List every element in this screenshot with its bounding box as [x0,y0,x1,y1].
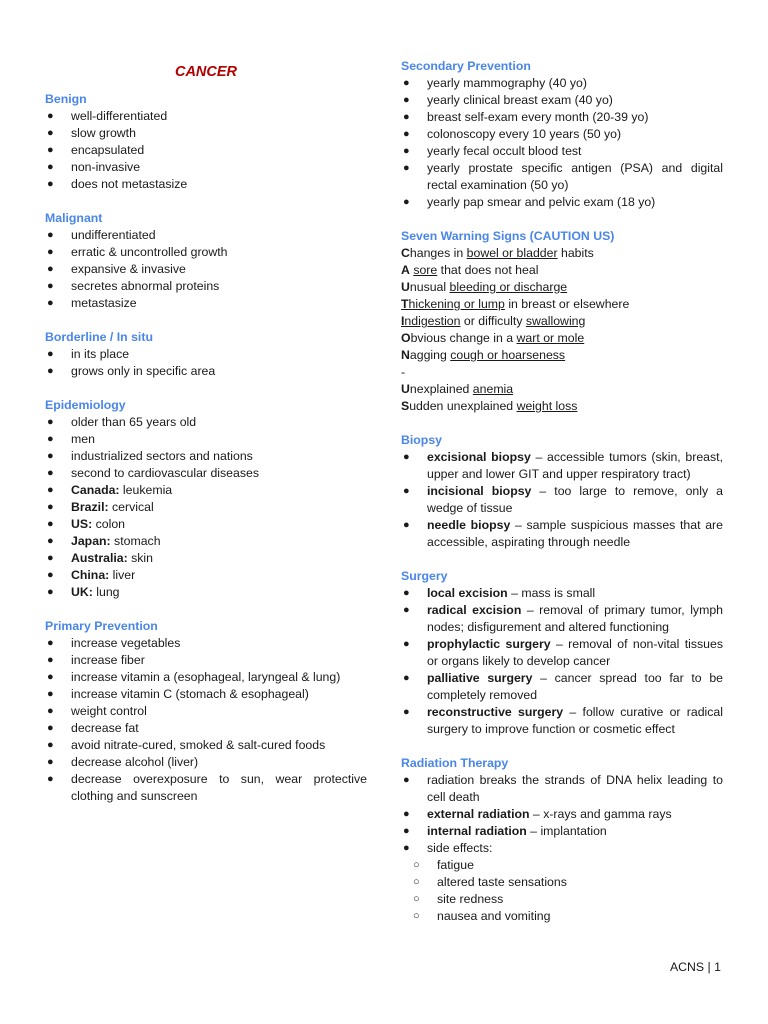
bullet-icon: ● [47,450,54,462]
list-item: ● increase vitamin a (esophageal, laryngeal & lung) [47,670,341,684]
list-item: ● men [47,432,95,446]
list-item: ● secretes abnormal proteins [47,279,220,293]
list-item: ● UK: lung [47,585,120,599]
heading-biopsy: Biopsy [401,433,442,447]
bullet-icon: ● [47,178,54,190]
page-title: CANCER [174,64,238,80]
list-item: ● decrease alcohol (liver) [47,755,199,769]
circle-bullet-icon: ○ [413,859,420,871]
circle-bullet-icon: ○ [413,876,420,888]
circle-bullet-icon: ○ [413,893,420,905]
list-item: ● increase vitamin C (stomach & esophageal) [47,687,309,701]
bullet-icon: ● [47,705,54,717]
bullet-icon: ● [403,162,410,174]
section-primary-prevention [45,618,367,805]
bullet-icon: ● [47,722,54,734]
warning-sign-line: Thickening or lump in breast or elsewhere [401,297,630,311]
list-item: ● grows only in specific area [47,364,216,378]
section-malignant [45,210,367,312]
heading-radiation: Radiation Therapy [401,756,509,770]
list-item: ● encapsulated [47,143,145,157]
heading-secondary-prevention: Secondary Prevention [401,59,531,73]
warning-sign-dash: - [401,365,406,379]
warning-sign-line: Changes in bowel or bladder habits [401,246,594,260]
list-item: ● incisional biopsy – too large to remove, only a wedge of tissue [403,484,724,515]
list-item: ● side effects: [403,841,493,855]
list-item: ● increase vegetables [47,636,181,650]
bullet-icon: ● [403,145,410,157]
bullet-icon: ● [403,94,410,106]
list-item: ● decrease overexposure to sun, wear protective clothing and sunscreen [47,772,367,803]
list-item: ● radiation breaks the strands of DNA helix leading to cell death [403,773,723,804]
list-item: ● external radiation – x-rays and gamma rays [403,807,672,821]
bullet-icon: ● [47,535,54,547]
right-column [401,58,723,942]
list-primary-prevention [45,635,367,805]
bullet-icon: ● [47,144,54,156]
heading-warning-signs: Seven Warning Signs (CAUTION US) [401,229,615,243]
bullet-icon: ● [47,110,54,122]
bullet-icon: ● [403,672,410,684]
bullet-icon: ● [47,263,54,275]
bullet-icon: ● [403,638,410,650]
heading-primary-prevention: Primary Prevention [45,619,158,633]
bullet-icon: ● [47,773,54,785]
list-item: ● increase fiber [47,653,145,667]
bullet-icon: ● [403,587,410,599]
list-item: ● well-differentiated [47,109,168,123]
list-item: ● non-invasive [47,160,141,174]
list-item: ● industrialized sectors and nations [47,449,253,463]
list-item: ● yearly prostate specific antigen (PSA) and digital rectal examination (50 yo) [403,161,723,192]
warning-sign-line: A sore that does not heal [401,263,539,277]
page-footer: ACNS | 1 [669,960,721,974]
list-item: ● second to cardiovascular diseases [47,466,259,480]
bullet-icon: ● [47,756,54,768]
bullet-icon: ● [403,825,410,837]
warning-sign-line: Indigestion or difficulty swallowing [401,314,586,328]
list-item: ● US: colon [47,517,126,531]
list-item: ● colonoscopy every 10 years (50 yo) [403,127,622,141]
bullet-icon: ● [47,501,54,513]
sub-list-item: ○ altered taste sensations [413,875,567,889]
section-benign [45,91,367,193]
bullet-icon: ● [403,774,410,786]
section-warning-signs [401,228,723,415]
bullet-icon: ● [403,196,410,208]
bullet-icon: ● [403,808,410,820]
bullet-icon: ● [47,586,54,598]
list-item: ● reconstructive surgery – follow curative or radical surgery to improve function or cosmetic effect [403,705,723,736]
bullet-icon: ● [47,739,54,751]
bullet-icon: ● [47,637,54,649]
list-item: ● prophylactic surgery – removal of non-vital tissues or organs likely to develop cancer [403,637,723,668]
bullet-icon: ● [47,433,54,445]
list-item: ● yearly pap smear and pelvic exam (18 yo) [403,195,656,209]
list-item: ● local excision – mass is small [403,586,596,600]
list-item: ● needle biopsy – sample suspicious masses that are accessible, aspirating through needle [403,518,723,549]
list-item: ● internal radiation – implantation [403,824,607,838]
bullet-icon: ● [403,451,410,463]
list-item: ● does not metastasize [47,177,188,191]
list-radiation [401,772,723,925]
section-radiation [401,755,723,925]
bullet-icon: ● [403,706,410,718]
bullet-icon: ● [47,569,54,581]
list-item: ● China: liver [47,568,136,582]
bullet-icon: ● [47,671,54,683]
list-item: ● erratic & uncontrolled growth [47,245,228,259]
bullet-icon: ● [403,519,410,531]
left-column [45,58,367,822]
list-surgery [401,585,723,738]
list-item: ● excisional biopsy – accessible tumors (skin, breast, upper and lower GIT and upper respiratory tract) [403,450,723,481]
bullet-icon: ● [47,688,54,700]
bullet-icon: ● [403,485,410,497]
list-item: ● decrease fat [47,721,139,735]
list-item: ● avoid nitrate-cured, smoked & salt-cured foods [47,738,326,752]
heading-epidemiology: Epidemiology [45,398,126,412]
section-epidemiology [45,397,367,601]
bullet-icon: ● [47,127,54,139]
bullet-icon: ● [47,654,54,666]
list-item: ● in its place [47,347,130,361]
sub-list-item: ○ nausea and vomiting [413,909,551,923]
list-biopsy [401,449,723,551]
bullet-icon: ● [403,111,410,123]
list-item: ● palliative surgery – cancer spread too far to be completely removed [403,671,724,702]
bullet-icon: ● [47,467,54,479]
list-item: ● yearly fecal occult blood test [403,144,582,158]
heading-borderline: Borderline / In situ [45,330,153,344]
sub-list-item: ○ site redness [413,892,504,906]
section-secondary-prevention [401,58,723,211]
list-item: ● Brazil: cervical [47,500,154,514]
circle-bullet-icon: ○ [413,910,420,922]
bullet-icon: ● [403,604,410,616]
heading-benign: Benign [45,92,87,106]
bullet-icon: ● [403,77,410,89]
bullet-icon: ● [47,365,54,377]
bullet-icon: ● [403,842,410,854]
list-item: ● radical excision – removal of primary tumor, lymph nodes; disfigurement and altered functioning [403,603,723,634]
list-borderline [45,346,367,380]
list-benign [45,108,367,193]
bullet-icon: ● [47,229,54,241]
bullet-icon: ● [47,416,54,428]
bullet-icon: ● [403,128,410,140]
list-item: ● slow growth [47,126,136,140]
bullet-icon: ● [47,518,54,530]
list-item: ● metastasize [47,296,137,310]
warning-sign-line: Nagging cough or hoarseness [401,348,566,362]
bullet-icon: ● [47,246,54,258]
warning-sign-line: Unexplained anemia [401,382,514,396]
bullet-icon: ● [47,484,54,496]
list-item: ● Canada: leukemia [47,483,173,497]
list-item: ● Australia: skin [47,551,154,565]
list-item: ● yearly clinical breast exam (40 yo) [403,93,613,107]
bullet-icon: ● [47,280,54,292]
bullet-icon: ● [47,552,54,564]
sub-list-item: ○ fatigue [413,858,474,872]
warning-sign-line: Unusual bleeding or discharge [401,280,568,294]
list-item: ● expansive & invasive [47,262,186,276]
section-surgery [401,568,723,738]
list-item: ● yearly mammography (40 yo) [403,76,587,90]
heading-malignant: Malignant [45,211,103,225]
warning-sign-line: Obvious change in a wart or mole [401,331,585,345]
list-item: ● undifferentiated [47,228,156,242]
list-item: ● breast self-exam every month (20-39 yo) [403,110,649,124]
bullet-icon: ● [47,161,54,173]
bullet-icon: ● [47,297,54,309]
list-item: ● Japan: stomach [47,534,161,548]
list-malignant [45,227,367,312]
bullet-icon: ● [47,348,54,360]
heading-surgery: Surgery [401,569,448,583]
warning-sign-line: Sudden unexplained weight loss [401,399,578,413]
section-biopsy [401,432,723,551]
list-item: ● weight control [47,704,147,718]
list-epidemiology [45,414,367,601]
list-secondary-prevention [401,75,723,211]
list-item: ● older than 65 years old [47,415,197,429]
section-borderline [45,329,367,380]
